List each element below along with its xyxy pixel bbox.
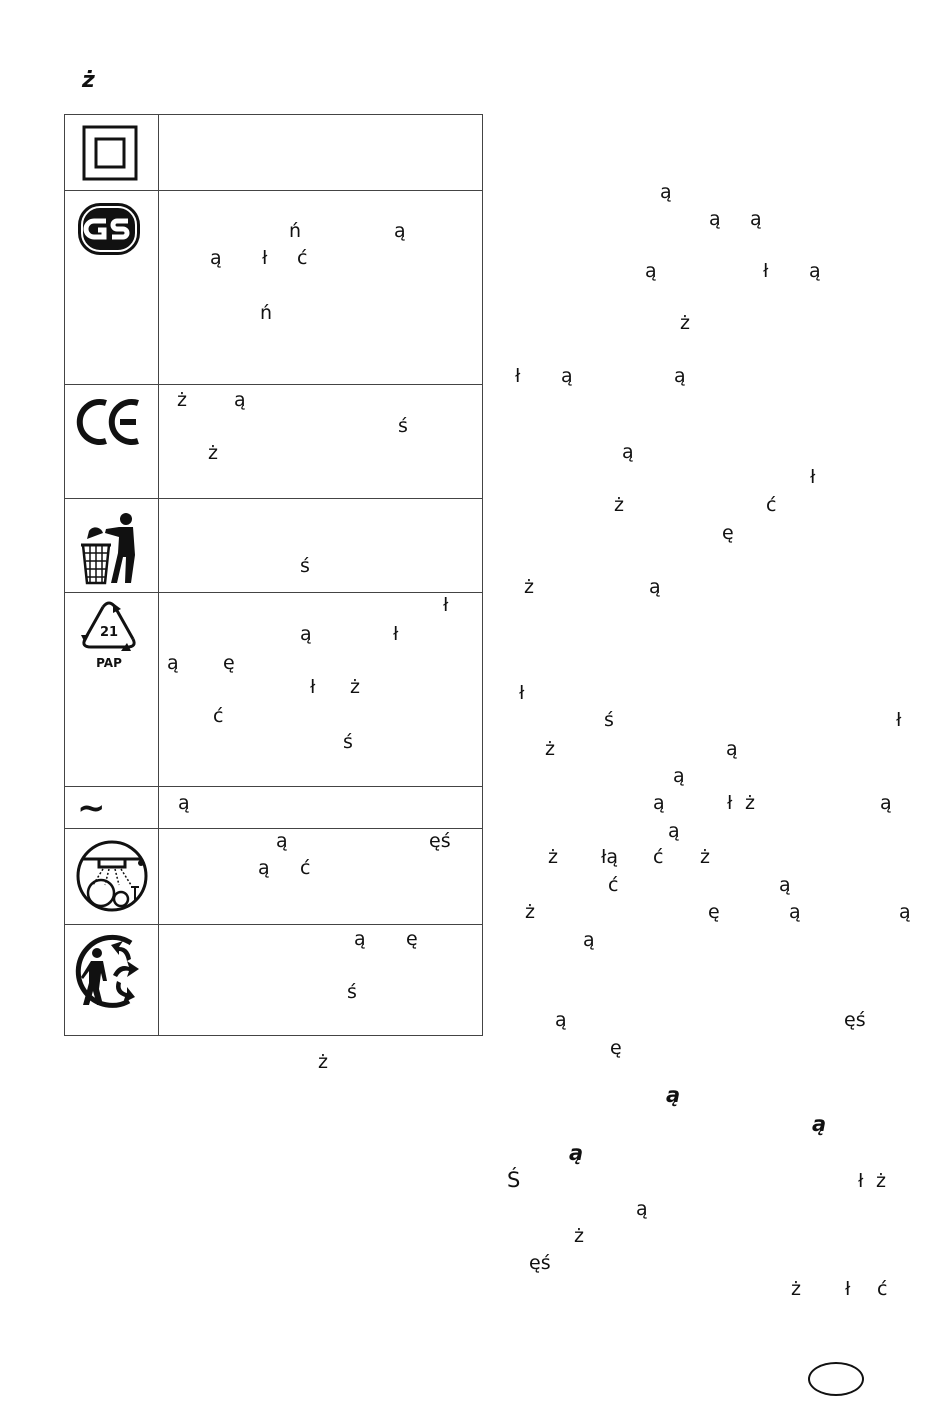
table-text: ęś [429,830,451,852]
body-text: ż [524,576,534,598]
body-text: ż [745,792,755,814]
body-text: ż [680,312,690,334]
body-text: ą [809,260,821,282]
body-text: ą [779,874,791,896]
body-text: ą [555,1009,567,1031]
table-text: ą [354,928,366,950]
row-divider [65,828,482,829]
body-text: ż [791,1278,801,1300]
recycle-pap-21-icon [77,599,141,675]
body-text: ą [726,738,738,760]
body-text: ą [709,208,721,230]
table-text: ń [260,302,273,324]
body-text: ł [727,792,733,814]
table-text: ż [208,442,218,464]
table-footer-text: ż [318,1051,328,1073]
body-text: ł [896,709,902,731]
body-text: ą [674,365,686,387]
table-text: ą [300,623,312,645]
body-text: łą [601,846,619,868]
body-text: ą [649,576,661,598]
trash-bin-person-icon [79,511,141,585]
table-text: ą [178,792,190,814]
body-text: ł [845,1278,851,1300]
table-text: ś [347,981,357,1003]
table-text: ć [300,857,311,879]
body-text: ć [608,874,619,896]
language-badge [808,1362,864,1396]
gs-mark-icon [76,201,142,257]
body-text: ą [636,1198,648,1220]
body-text: ęś [529,1252,551,1274]
body-text: ć [877,1278,888,1300]
body-text: ę [708,901,720,923]
body-text: ęś [844,1009,866,1031]
recycle-material-label: PAP [96,656,122,670]
row-divider [65,786,482,787]
table-text: ż [177,389,187,411]
body-text: ć [766,494,777,516]
recycle-number-label: 21 [99,625,119,640]
body-text: ą [750,208,762,230]
body-text: ą [668,820,680,842]
row-divider [65,190,482,191]
table-text: ś [398,415,408,437]
subheading-text: ą [569,1141,584,1165]
dishwasher-safe-icon [75,839,149,913]
body-text: ą [673,765,685,787]
table-text: ć [213,705,224,727]
section-heading: ż [82,68,95,93]
table-text: ć [297,247,308,269]
row-divider [65,498,482,499]
table-text: ś [300,555,310,577]
body-text: ę [610,1037,622,1059]
body-text: ż [614,494,624,516]
symbols-table [64,114,483,1036]
tilde-ac-icon: ~ [77,788,106,828]
body-text: ż [574,1225,584,1247]
table-text: ż [350,676,360,698]
subheading-text: ą [812,1112,827,1136]
ce-mark-icon [76,397,144,447]
table-text: ł [443,594,449,616]
subheading-text: ą [666,1083,681,1107]
table-text: ł [393,623,399,645]
body-text: ż [548,846,558,868]
table-text: ą [394,220,406,242]
table-text: ł [310,676,316,698]
table-text: ń [289,220,302,242]
body-text: ą [880,792,892,814]
body-text: Ś [507,1168,521,1192]
body-text: ą [561,365,573,387]
table-text: ą [167,652,179,674]
table-text: ś [343,731,353,753]
table-text: ę [223,652,235,674]
body-text: ż [876,1170,886,1192]
body-text: ł [519,682,525,704]
body-text: ż [700,846,710,868]
body-text: ć [653,846,664,868]
table-text: ą [258,857,270,879]
body-text: ż [545,738,555,760]
body-text: ś [604,709,614,731]
body-text: ą [789,901,801,923]
body-text: ą [645,260,657,282]
row-divider [65,924,482,925]
body-text: ą [899,901,911,923]
table-text: ę [406,928,418,950]
body-text: ą [653,792,665,814]
row-divider [65,592,482,593]
body-text: ą [660,181,672,203]
body-text: ę [722,522,734,544]
table-column-divider [158,115,159,1035]
table-text: ą [210,247,222,269]
table-text: ą [276,830,288,852]
body-text: ł [858,1170,864,1192]
body-text: ą [622,441,634,463]
body-text: ż [525,901,535,923]
body-text: ł [515,365,521,387]
table-text: ł [262,247,268,269]
body-text: ł [810,466,816,488]
table-text: ą [234,389,246,411]
row-divider [65,384,482,385]
double-square-icon [82,125,138,181]
body-text: ą [583,929,595,951]
recycling-person-icon [73,933,151,1011]
body-text: ł [763,260,769,282]
